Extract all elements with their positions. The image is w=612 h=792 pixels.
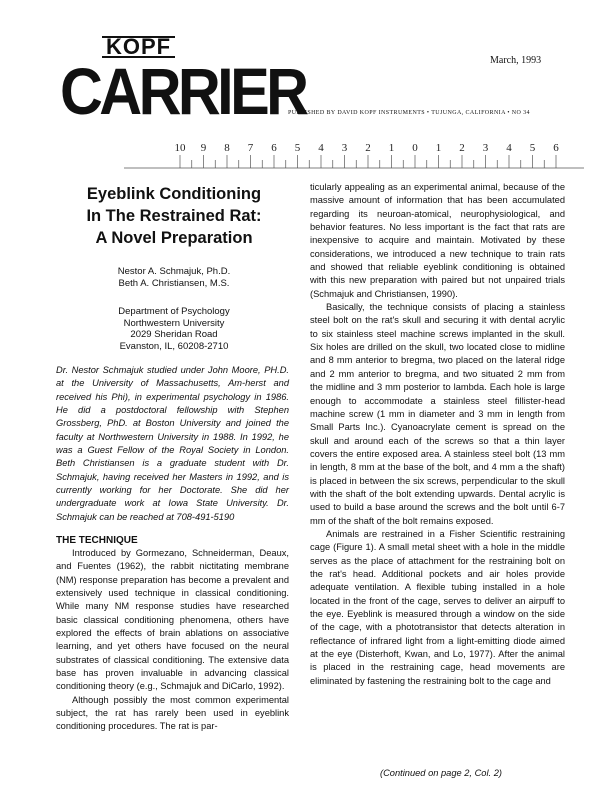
ruler-label: 3 bbox=[341, 142, 348, 154]
ruler-label: 10 bbox=[174, 142, 186, 154]
authors bbox=[56, 266, 292, 289]
ruler-label: 4 bbox=[506, 142, 512, 154]
author: Nestor A. Schmajuk, Ph.D. bbox=[117, 266, 231, 277]
author-bio: Dr. Nestor Schmajuk studied under John Moore, PH.D. at the University of Massachusetts, Am-herst and received his Phi), in experimental psychology in 1986. He did a postdoctoral fellowship with Stephen Grossberg, PhD. at Boston University and joined the faculty at Northwestern University in 1988. In 1992, he was a Guest Fellow of the Royal Society in London. Beth Christiansen is a graduate student with Dr. Schmajuk, having received her Masters in 1992, and is currently working for her Doctorate. She did her undergraduate work at Iowa State University. Dr. Schmajuk can be reached at 708-491-5190 bbox=[56, 365, 289, 522]
body-column-2 bbox=[310, 181, 565, 688]
ruler-graphic bbox=[124, 133, 584, 179]
body-paragraph: ticularly appealing as an experimental animal, because of the massive amount of information that has been accumulated regarding its neuroan-atomical, neurophysiological, and behavior features. No less important is the fact that rats are inexpensive to acquire and maintain. Motivated by these considerations, we introduced a new technique to train rats and showed that reliable eyeblink conditioning is obtained with this new preparation with paired but not unpaired trials (Schmajuk and Christiansen, 1990). bbox=[310, 182, 565, 299]
ruler-label: 7 bbox=[247, 142, 254, 154]
ruler-label: 5 bbox=[529, 142, 536, 154]
affiliation-line: Evanston, IL, 60208-2710 bbox=[119, 340, 229, 352]
affiliation-line: 2029 Sheridan Road bbox=[130, 329, 218, 340]
title-line: Eyeblink Conditioning bbox=[86, 185, 262, 203]
ruler-label: 8 bbox=[224, 142, 230, 154]
ruler-label: 6 bbox=[553, 142, 559, 154]
ruler-label: 5 bbox=[294, 142, 301, 154]
affiliation bbox=[56, 306, 292, 352]
ruler-label: 6 bbox=[271, 142, 277, 154]
ruler-label: 1 bbox=[388, 142, 395, 154]
ruler-label: 3 bbox=[482, 142, 489, 154]
continued-note: (Continued on page 2, Col. 2) bbox=[380, 768, 502, 778]
publisher-line: PUBLISHED BY DAVID KOPF INSTRUMENTS • TUJUNGA, CALIFORNIA • NO 34 bbox=[288, 110, 530, 116]
body-paragraph: Introduced by Gormezano, Schneiderman, Deaux, and Fuentes (1962), the rabbit nictitating membrane (NM) response preparation has become a prevalent and extensively used technique in classical conditioning. While many NM response studies have researched basic classical conditioning phenomena, others have explored the effects of brain ablations on associative learning, and yet others have focused on the neural substrates of classical conditioning. The extensive data base has proven invaluable in advancing classical conditioning theory (e.g., Schmajuk and DiCarlo, 1992). bbox=[56, 548, 289, 692]
body-paragraph: Basically, the technique consists of placing a stainless steel bolt on the rat's skull and securing it with dental acrylic to six stainless steel machine screws implanted in the skull. Six holes are drilled on the skull, two located close to midline and 8 mm anterior to bregma, two placed on the lateral ridge and 2 mm anterior to bregma, and two situated 2 mm from the midline and 3 mm posterior to lambda. Each hole is large enough to accommodate a stainless steel fillister-head machine screw (1 mm in diameter and 3 mm in length from Small Parts Inc.). Cyanoacrylate cement is spread on the skull and around each of the screws so that a thin layer covers the entire exposed area. A stainless steel bolt (13 mm in length, 8 mm at the base of the bolt, and 4 mm a the shaft) is placed in between the six screws, perpendicular to the skull with the shaft of the bolt extending upwards. Dental acrylic is used to build a base around the screws and the bolt until 6-7 mm of the shaft of the bolt remains exposed. bbox=[310, 302, 565, 526]
affiliation-line: Northwestern University bbox=[123, 317, 225, 329]
body-column-1 bbox=[56, 547, 289, 734]
title-line: A Novel Preparation bbox=[95, 229, 253, 247]
ruler-label: 0 bbox=[412, 142, 418, 154]
carrier-logo: CARRIER bbox=[60, 54, 306, 128]
section-heading: THE TECHNIQUE bbox=[56, 535, 138, 546]
ruler-label: 2 bbox=[459, 142, 465, 154]
body-paragraph: Although possibly the most common experimental subject, the rat has rarely been used in eyeblink conditioning procedures. The rat is par- bbox=[56, 694, 289, 732]
ruler-label: 9 bbox=[200, 142, 207, 154]
ruler-label: 1 bbox=[435, 142, 442, 154]
author: Beth A. Christiansen, M.S. bbox=[118, 277, 230, 289]
title-line: In The Restrained Rat: bbox=[86, 207, 262, 225]
ruler-label: 4 bbox=[318, 142, 324, 154]
body-paragraph: Animals are restrained in a Fisher Scientific restraining cage (Figure 1). A small metal sheet with a hole in the middle serves as the place of attachment for the restraining bolt on the rat's head. Additional pockets and air holes provide adequate ventilation. A flexible tubing installed in a hole located in the front of the cage, serves to deliver an airpuff to the eye. Eyeblink is measured through a window on the side of the cage, with a phototransistor that detects alteration in reflectance of infrared light from a light-emitting diode aimed at the eye (Disterhoft, Kwan, and Lo, 1977). After the animal is placed in the restraining cage, head movements are eliminated by fastening the restraining bolt to the cage and bbox=[310, 528, 565, 686]
ruler-label: 2 bbox=[365, 142, 371, 154]
issue-date: March, 1993 bbox=[490, 55, 542, 66]
article-title bbox=[56, 183, 292, 249]
affiliation-line: Department of Psychology bbox=[118, 306, 230, 317]
kopf-logo: KOPF bbox=[102, 36, 175, 58]
